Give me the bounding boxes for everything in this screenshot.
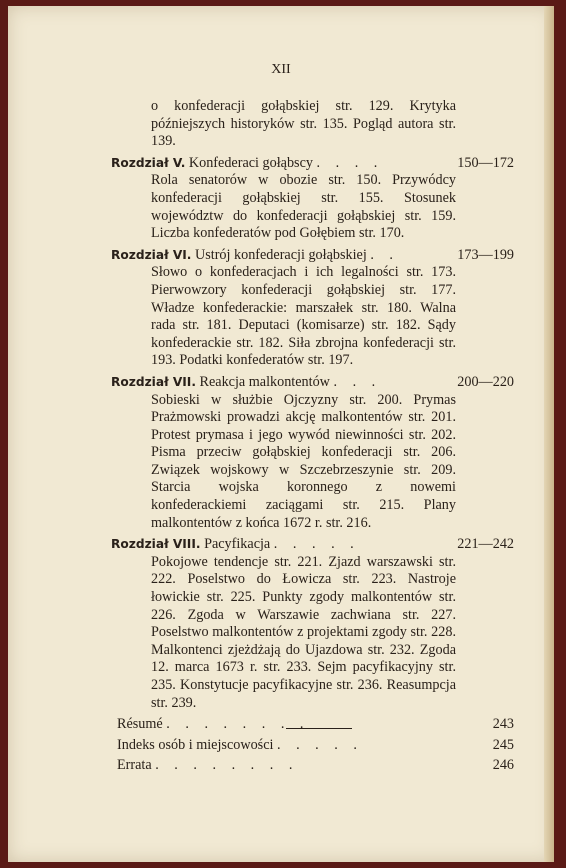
- page-number: XII: [271, 62, 291, 77]
- page-range: 221—242: [457, 536, 514, 553]
- leader-dots: . .: [370, 246, 399, 263]
- chapter-label: Rozdział V.: [111, 155, 186, 170]
- page-number-ref: 246: [492, 757, 514, 774]
- page-number-ref: 243: [492, 716, 514, 733]
- chapter-label: Rozdział VII.: [111, 374, 196, 389]
- toc-chapter-7: [111, 373, 514, 532]
- continuation-text: o konfederacji gołąbskiej str. 129. Krytyka późniejszych historyków str. 135. Pogląd autora str. 139.: [151, 98, 456, 150]
- leader-dots: . . . . .: [273, 536, 360, 553]
- page-range: 173—199: [457, 246, 514, 263]
- page-number-ref: 245: [492, 736, 514, 753]
- chapter-summary: Słowo o konfederacjach i ich legalności str. 173. Pierwowzory konfederacji gołąbskiej str. 177. Władze konfederackie: marszałek str. 180. Walna rada str. 181. Deputaci (komisarze) str. 182. Sądy konfederackie str. 182. Siła zbrojna konfederacji str. 193. Podatki konfederatów str. 197.: [151, 264, 456, 369]
- toc-chapter-8: [111, 536, 514, 712]
- table-of-contents: [111, 98, 514, 775]
- page-edge: [544, 6, 554, 862]
- leader-dots: . . . . .: [276, 736, 363, 753]
- leader-dots: . . . .: [316, 154, 384, 171]
- leader-dots: . . . . . . . .: [155, 757, 299, 774]
- leader-dots: . . .: [333, 373, 382, 390]
- chapter-title: Konfederaci gołąbscy: [188, 154, 313, 171]
- toc-resume: [111, 716, 514, 734]
- chapter-summary: Pokojowe tendencje str. 221. Zjazd warszawski str. 222. Poselstwo do Łowicza str. 223. Nastroje łowickie str. 225. Punkty zgody malkontentów str. 226. Zgoda w Warszawie zachwiana str. 227. Poselstwo malkontentów z projektami zgody str. 228. Malkontenci zjeżdżają do Ujazdowa str. 232. Zgoda 12. marca 1673 r. str. 233. Sejm pacyfikacyjny str. 235. Konstytucje pacyfikacyjne str. 236. Reasumpcja str. 239.: [151, 553, 456, 711]
- chapter-label: Rozdział VIII.: [111, 537, 201, 552]
- entry-title: Errata: [117, 757, 152, 774]
- chapter-title: Reakcja malkontentów: [199, 373, 330, 390]
- toc-chapter-6: [111, 246, 514, 370]
- toc-index: [111, 736, 514, 755]
- toc-errata: [111, 757, 514, 775]
- book-page: [8, 6, 554, 862]
- toc-continuation: [111, 98, 456, 151]
- entry-title: Résumé: [117, 716, 163, 733]
- leader-dots: . . . . . . . .: [166, 716, 310, 733]
- page-range: 200—220: [457, 373, 514, 390]
- page-range: 150—172: [457, 154, 514, 171]
- closing-rule: [286, 728, 352, 729]
- toc-chapter-5: [111, 154, 514, 243]
- entry-title: Indeks osób i miejscowości: [117, 736, 274, 753]
- chapter-summary: Sobieski w służbie Ojczyzny str. 200. Prymas Prażmowski prowadzi akcję malkontentów str. 201. Protest prymasa i jego wywód niewinności str. 202. Pisma przeciw gołąbskiej konfederacji str. 206. Związek wojskowy w Szczebrzeszynie str. 209. Starcia wojska koronnego z nowemi konfederackiemi zaciągami str. 215. Plany malkontentów z końca 1672 r. str. 216.: [151, 391, 456, 531]
- chapter-label: Rozdział VI.: [111, 247, 192, 262]
- chapter-summary: Rola senatorów w obozie str. 150. Przywódcy konfederacji gołąbskiej str. 155. Stosunek województw do konfederacji gołąbskiej str. 159. Liczba konfederatów pod Gołębiem str. 170.: [151, 172, 456, 242]
- chapter-title: Ustrój konfederacji gołąbskiej: [194, 246, 367, 263]
- chapter-title: Pacyfikacja: [204, 536, 271, 553]
